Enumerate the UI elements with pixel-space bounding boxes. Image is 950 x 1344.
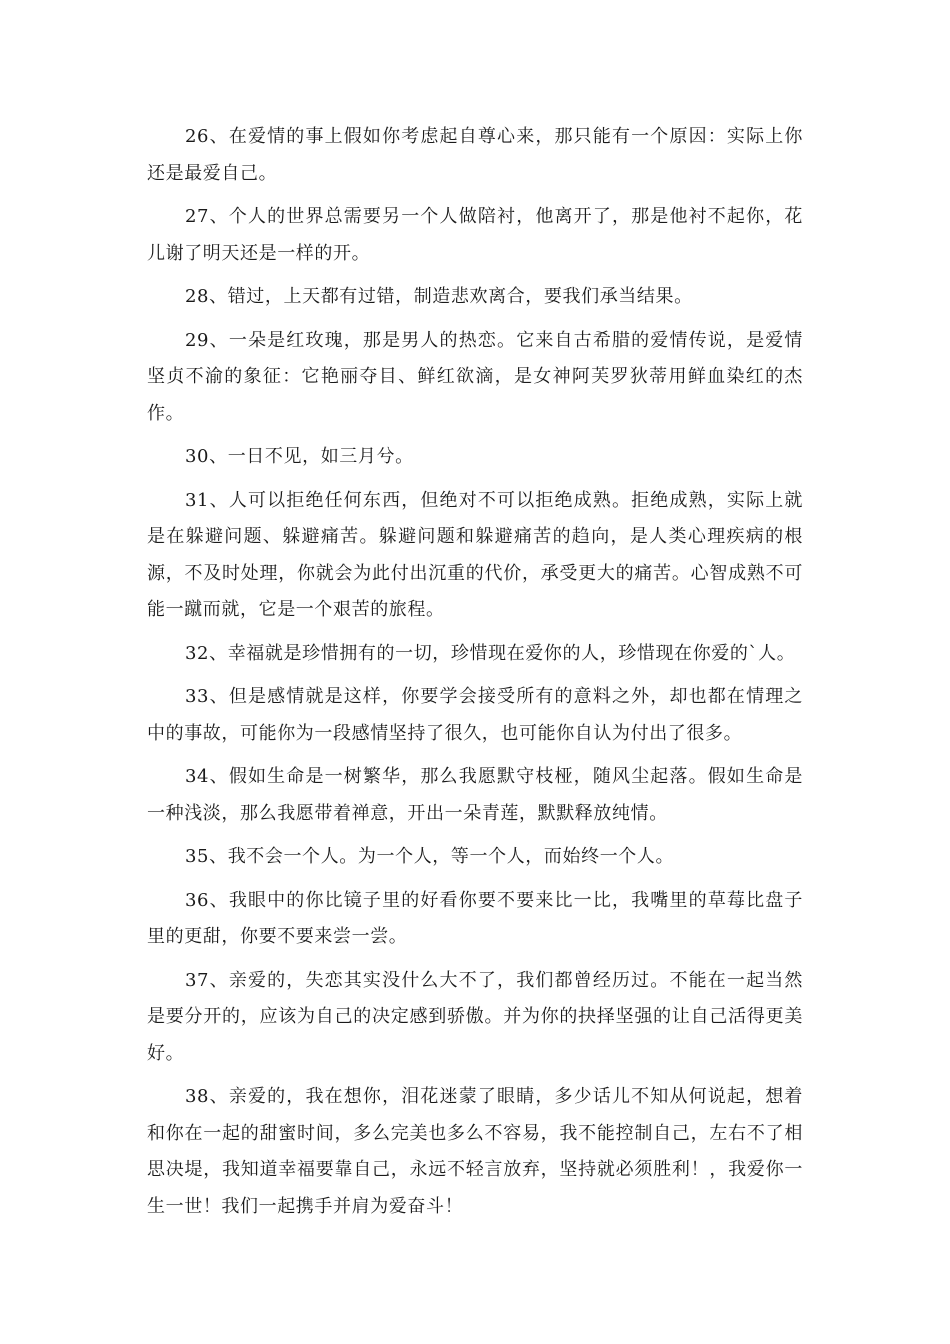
paragraph-37: 37、亲爱的，失恋其实没什么大不了，我们都曾经历过。不能在一起当然是要分开的，应该为自己的决定感到骄傲。并为你的抉择坚强的让自己活得更美好。 <box>147 969 803 1064</box>
paragraph-33: 33、但是感情就是这样，你要学会接受所有的意料之外，却也都在情理之中的事故，可能你为一段感情坚持了很久，也可能你自认为付出了很多。 <box>147 686 803 744</box>
paragraph-29: 29、一朵是红玫瑰，那是男人的热恋。它来自古希腊的爱情传说，是爱情坚贞不渝的象征：它艳丽夺目、鲜红欲滴，是女神阿芙罗狄蒂用鲜血染红的杰作。 <box>147 329 803 424</box>
paragraph-38: 38、亲爱的，我在想你，泪花迷蒙了眼睛，多少话儿不知从何说起，想着和你在一起的甜蜜时间，多么完美也多么不容易，我不能控制自己，左右不了相思决堤，我知道幸福要靠自己，永远不轻言放弃，坚持就必须胜利！，我爱你一生一世！我们一起携手并肩为爱奋斗！ <box>147 1086 803 1217</box>
paragraph-27: 27、个人的世界总需要另一个人做陪衬，他离开了，那是他衬不起你，花儿谢了明天还是一样的开。 <box>147 206 803 264</box>
paragraph-28: 28、错过，上天都有过错，制造悲欢离合，要我们承当结果。 <box>185 286 693 307</box>
paragraph-26: 26、在爱情的事上假如你考虑起自尊心来，那只能有一个原因：实际上你还是最爱自己。 <box>147 126 803 184</box>
document-body <box>147 119 803 1232</box>
paragraph-36: 36、我眼中的你比镜子里的好看你要不要来比一比，我嘴里的草莓比盘子里的更甜，你要不要来尝一尝。 <box>147 889 803 947</box>
paragraph-31: 31、人可以拒绝任何东西，但绝对不可以拒绝成熟。拒绝成熟，实际上就是在躲避问题、躲避痛苦。躲避问题和躲避痛苦的趋向，是人类心理疾病的根源，不及时处理，你就会为此付出沉重的代价，承受更大的痛苦。心智成熟不可能一蹴而就，它是一个艰苦的旅程。 <box>147 489 803 620</box>
paragraph-30: 30、一日不见，如三月兮。 <box>185 446 414 467</box>
paragraph-32: 32、幸福就是珍惜拥有的一切，珍惜现在爱你的人，珍惜现在你爱的`人。 <box>185 642 796 664</box>
paragraph-35: 35、我不会一个人。为一个人，等一个人，而始终一个人。 <box>185 846 675 867</box>
paragraph-34: 34、假如生命是一树繁华，那么我愿默守枝桠，随风尘起落。假如生命是一种浅淡，那么我愿带着禅意，开出一朵青莲，默默释放纯情。 <box>147 766 803 824</box>
